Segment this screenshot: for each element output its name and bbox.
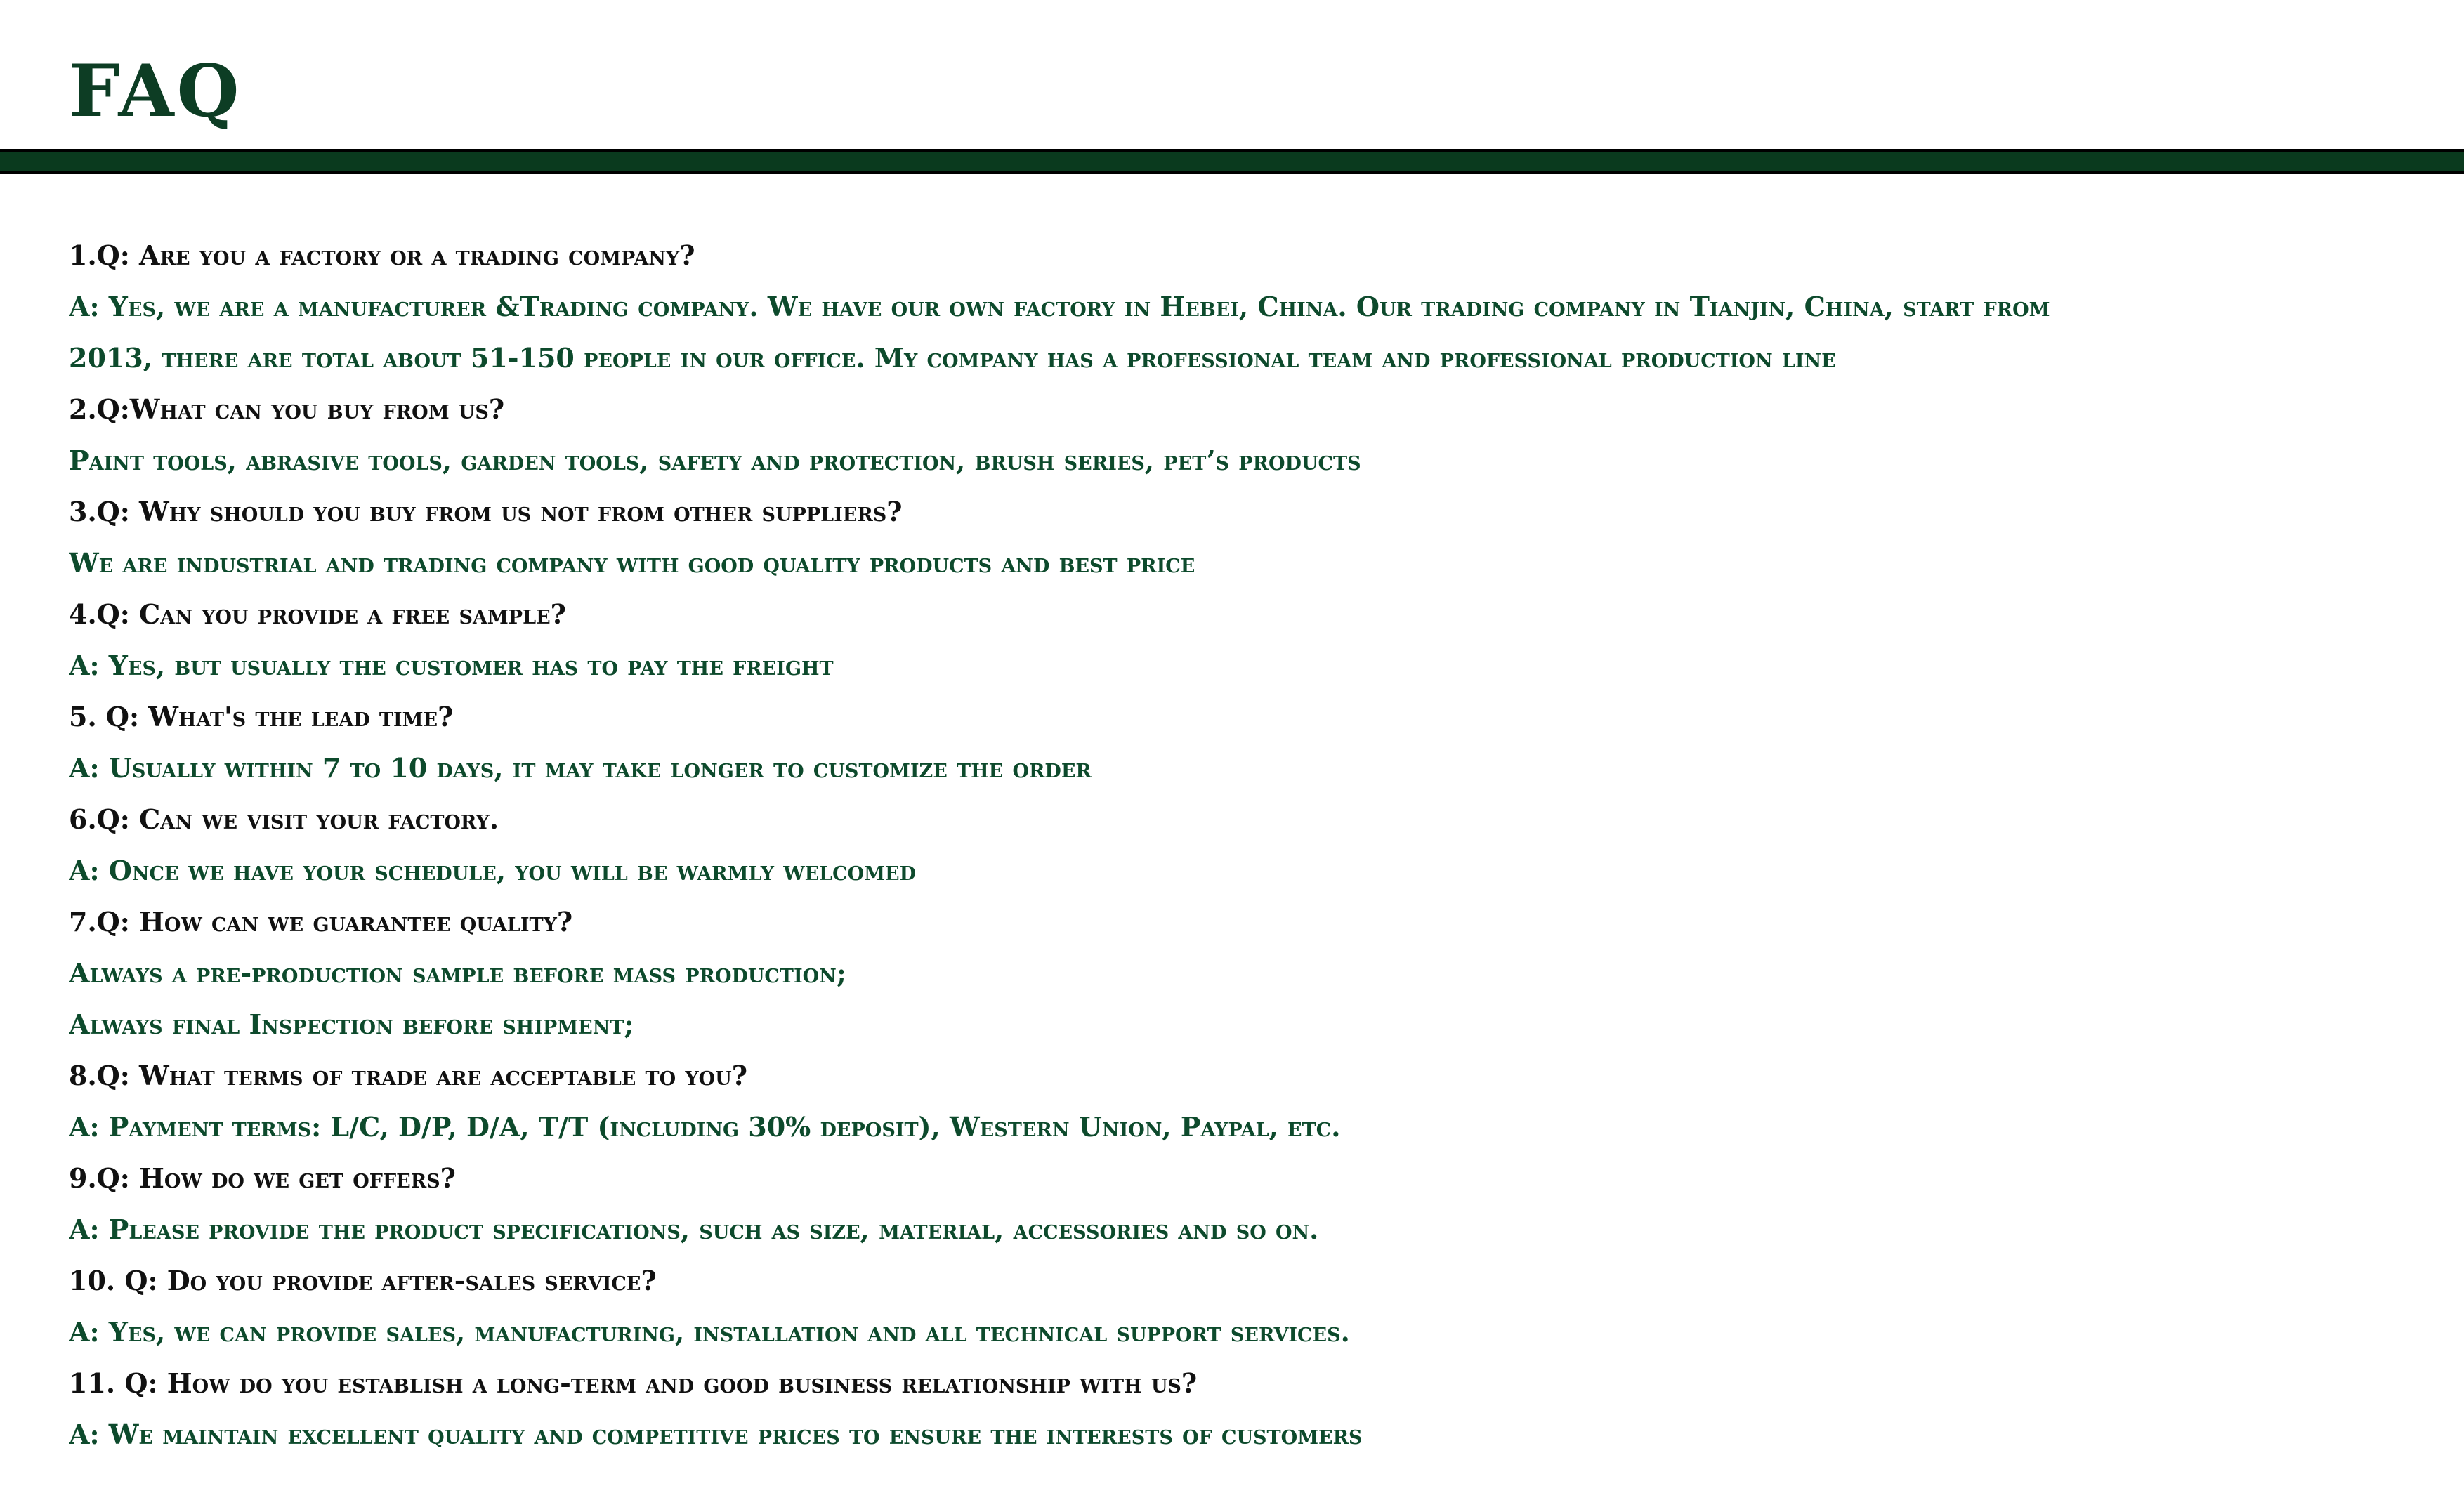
faq-answer-11: A: We maintain excellent quality and competitive prices to ensure the interests of customers xyxy=(69,1419,1363,1450)
faq-answer-1-line-2: 2013, there are total about 51-150 people in our office. My company has a professional team and professional production line xyxy=(69,342,1836,374)
faq-question-5: 5. Q: What's the lead time? xyxy=(69,701,454,732)
faq-list xyxy=(69,230,2443,1460)
faq-answer-9: A: Please provide the product specifications, such as size, material, accessories and so on. xyxy=(69,1214,1319,1245)
faq-answer-3: We are industrial and trading company with good quality products and best price xyxy=(69,547,1195,579)
faq-question-2: 2.Q:What can you buy from us? xyxy=(69,393,505,425)
faq-question-10: 10. Q: Do you provide after-sales service? xyxy=(69,1265,657,1296)
faq-question-1: 1.Q: Are you a factory or a trading company? xyxy=(69,239,695,271)
faq-answer-2: Paint tools, abrasive tools, garden tools, safety and protection, brush series, pet’s products xyxy=(69,445,1361,476)
faq-question-11: 11. Q: How do you establish a long-term and good business relationship with us? xyxy=(69,1367,1198,1399)
faq-answer-5: A: Usually within 7 to 10 days, it may take longer to customize the order xyxy=(69,752,1092,784)
faq-answer-7-line-2: Always final Inspection before shipment; xyxy=(69,1008,634,1040)
faq-question-6: 6.Q: Can we visit your factory. xyxy=(69,803,499,835)
faq-question-3: 3.Q: Why should you buy from us not from other suppliers? xyxy=(69,496,903,527)
header-divider-bar xyxy=(0,149,2464,174)
faq-answer-10: A: Yes, we can provide sales, manufacturing, installation and all technical support services. xyxy=(69,1316,1350,1348)
page-title: FAQ xyxy=(69,49,242,133)
faq-answer-1-line-1: A: Yes, we are a manufacturer &Trading company. We have our own factory in Hebei, China. Our trading company in Tianjin, China, start from xyxy=(69,291,2050,322)
faq-question-8: 8.Q: What terms of trade are acceptable to you? xyxy=(69,1060,747,1091)
faq-answer-4: A: Yes, but usually the customer has to pay the freight xyxy=(69,650,834,681)
faq-answer-6: A: Once we have your schedule, you will be warmly welcomed xyxy=(69,855,917,886)
faq-question-9: 9.Q: How do we get offers? xyxy=(69,1162,456,1194)
faq-answer-8: A: Payment terms: L/C, D/P, D/A, T/T (including 30% deposit), Western Union, Paypal, etc. xyxy=(69,1111,1341,1143)
faq-answer-7-line-1: Always a pre-production sample before mass production; xyxy=(69,957,846,989)
faq-question-4: 4.Q: Can you provide a free sample? xyxy=(69,598,566,630)
faq-question-7: 7.Q: How can we guarantee quality? xyxy=(69,906,573,938)
